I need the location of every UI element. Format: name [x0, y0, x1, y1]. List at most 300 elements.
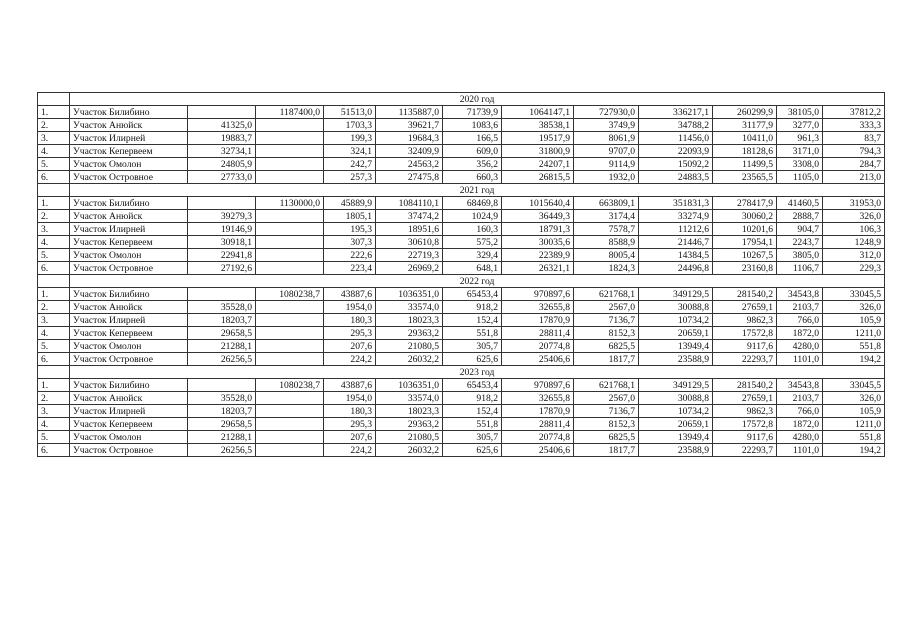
value-cell: 18203,7 — [188, 405, 256, 418]
value-cell: 29658,5 — [188, 418, 256, 431]
year-row-blank-cell — [38, 184, 70, 197]
row-number: 2. — [38, 119, 70, 132]
value-cell: 1064147,1 — [502, 106, 574, 119]
value-cell: 26321,1 — [502, 262, 574, 275]
value-cell: 18128,6 — [713, 145, 777, 158]
value-cell: 24805,9 — [188, 158, 256, 171]
value-cell: 180,3 — [324, 314, 376, 327]
site-name: Участок Билибино — [70, 379, 188, 392]
value-cell: 31953,0 — [823, 197, 885, 210]
value-cell: 32409,9 — [376, 145, 443, 158]
value-cell: 336217,1 — [639, 106, 713, 119]
row-number: 5. — [38, 340, 70, 353]
value-cell: 21446,7 — [639, 236, 713, 249]
value-cell: 9707,0 — [574, 145, 639, 158]
value-cell: 17870,9 — [502, 314, 574, 327]
value-cell: 1211,0 — [823, 327, 885, 340]
value-cell: 660,3 — [443, 171, 502, 184]
value-cell: 24496,8 — [639, 262, 713, 275]
data-table — [37, 92, 885, 457]
value-cell: 2103,7 — [777, 392, 823, 405]
site-name: Участок Илирней — [70, 405, 188, 418]
value-cell: 33045,5 — [823, 379, 885, 392]
value-cell: 15092,2 — [639, 158, 713, 171]
value-cell: 1101,0 — [777, 353, 823, 366]
value-cell: 1954,0 — [324, 301, 376, 314]
value-cell: 1036351,0 — [376, 379, 443, 392]
value-cell: 152,4 — [443, 405, 502, 418]
value-cell: 32655,8 — [502, 392, 574, 405]
value-cell: 1703,3 — [324, 119, 376, 132]
value-cell: 551,8 — [823, 431, 885, 444]
value-cell — [256, 405, 324, 418]
value-cell: 41325,0 — [188, 119, 256, 132]
value-cell: 28811,4 — [502, 418, 574, 431]
value-cell — [256, 262, 324, 275]
value-cell: 22293,7 — [713, 353, 777, 366]
value-cell: 918,2 — [443, 392, 502, 405]
value-cell: 28811,4 — [502, 327, 574, 340]
value-cell: 3174,4 — [574, 210, 639, 223]
value-cell: 24207,1 — [502, 158, 574, 171]
value-cell: 17572,8 — [713, 327, 777, 340]
value-cell — [256, 314, 324, 327]
value-cell — [188, 288, 256, 301]
year-label: 2023 год — [70, 366, 885, 379]
row-number: 1. — [38, 379, 70, 392]
value-cell: 9862,3 — [713, 405, 777, 418]
value-cell: 30060,2 — [713, 210, 777, 223]
value-cell: 13949,4 — [639, 431, 713, 444]
site-name: Участок Омолон — [70, 431, 188, 444]
value-cell: 166,5 — [443, 132, 502, 145]
row-number: 4. — [38, 145, 70, 158]
table-row — [38, 431, 885, 444]
value-cell: 68469,8 — [443, 197, 502, 210]
value-cell: 106,3 — [823, 223, 885, 236]
value-cell: 26032,2 — [376, 444, 443, 457]
year-header-row — [38, 184, 885, 197]
value-cell: 19883,7 — [188, 132, 256, 145]
value-cell — [256, 431, 324, 444]
row-number: 4. — [38, 327, 70, 340]
value-cell — [256, 340, 324, 353]
site-name: Участок Омолон — [70, 340, 188, 353]
value-cell: 30035,6 — [502, 236, 574, 249]
value-cell: 30610,8 — [376, 236, 443, 249]
value-cell: 11456,0 — [639, 132, 713, 145]
value-cell: 7136,7 — [574, 314, 639, 327]
table-row — [38, 158, 885, 171]
value-cell: 25406,6 — [502, 353, 574, 366]
site-name: Участок Островное — [70, 353, 188, 366]
value-cell: 2243,7 — [777, 236, 823, 249]
value-cell: 19517,9 — [502, 132, 574, 145]
value-cell: 10734,2 — [639, 405, 713, 418]
value-cell: 27659,1 — [713, 392, 777, 405]
value-cell — [188, 197, 256, 210]
value-cell: 199,3 — [324, 132, 376, 145]
value-cell: 34788,2 — [639, 119, 713, 132]
value-cell: 625,6 — [443, 444, 502, 457]
value-cell: 295,3 — [324, 418, 376, 431]
table-row — [38, 405, 885, 418]
row-number: 5. — [38, 249, 70, 262]
value-cell: 32655,8 — [502, 301, 574, 314]
site-name: Участок Анюйск — [70, 392, 188, 405]
value-cell: 326,0 — [823, 392, 885, 405]
value-cell: 1130000,0 — [256, 197, 324, 210]
value-cell: 727930,0 — [574, 106, 639, 119]
value-cell: 349129,5 — [639, 288, 713, 301]
value-cell — [256, 327, 324, 340]
row-number: 1. — [38, 197, 70, 210]
value-cell: 22293,7 — [713, 444, 777, 457]
value-cell — [256, 223, 324, 236]
row-number: 4. — [38, 236, 70, 249]
value-cell: 105,9 — [823, 314, 885, 327]
value-cell: 194,2 — [823, 353, 885, 366]
site-name: Участок Островное — [70, 171, 188, 184]
site-name: Участок Илирней — [70, 314, 188, 327]
value-cell: 21288,1 — [188, 340, 256, 353]
table-row — [38, 379, 885, 392]
value-cell: 18203,7 — [188, 314, 256, 327]
site-name: Участок Билибино — [70, 197, 188, 210]
value-cell — [256, 301, 324, 314]
table-row — [38, 353, 885, 366]
value-cell: 31177,9 — [713, 119, 777, 132]
value-cell: 24563,2 — [376, 158, 443, 171]
value-cell: 30918,1 — [188, 236, 256, 249]
value-cell: 9117,6 — [713, 340, 777, 353]
value-cell: 8152,3 — [574, 327, 639, 340]
value-cell: 33274,9 — [639, 210, 713, 223]
table-row — [38, 106, 885, 119]
value-cell: 51513,0 — [324, 106, 376, 119]
value-cell: 1954,0 — [324, 392, 376, 405]
value-cell: 609,0 — [443, 145, 502, 158]
value-cell: 11212,6 — [639, 223, 713, 236]
value-cell: 242,7 — [324, 158, 376, 171]
table-row — [38, 236, 885, 249]
value-cell: 1084110,1 — [376, 197, 443, 210]
value-cell: 19684,3 — [376, 132, 443, 145]
value-cell: 1932,0 — [574, 171, 639, 184]
value-cell: 551,8 — [443, 418, 502, 431]
row-number: 6. — [38, 262, 70, 275]
value-cell: 3171,0 — [777, 145, 823, 158]
value-cell: 34543,8 — [777, 288, 823, 301]
value-cell: 38105,0 — [777, 106, 823, 119]
value-cell: 27659,1 — [713, 301, 777, 314]
value-cell: 2567,0 — [574, 392, 639, 405]
table-row — [38, 392, 885, 405]
table-row — [38, 418, 885, 431]
year-row-blank-cell — [38, 93, 70, 106]
value-cell: 24883,5 — [639, 171, 713, 184]
value-cell: 7136,7 — [574, 405, 639, 418]
value-cell: 31800,9 — [502, 145, 574, 158]
value-cell: 23588,9 — [639, 444, 713, 457]
value-cell: 1101,0 — [777, 444, 823, 457]
value-cell: 29658,5 — [188, 327, 256, 340]
year-label: 2022 год — [70, 275, 885, 288]
value-cell: 1083,6 — [443, 119, 502, 132]
value-cell: 14384,5 — [639, 249, 713, 262]
value-cell: 27733,0 — [188, 171, 256, 184]
value-cell: 281540,2 — [713, 288, 777, 301]
value-cell: 575,2 — [443, 236, 502, 249]
value-cell: 663809,1 — [574, 197, 639, 210]
value-cell — [188, 106, 256, 119]
value-cell: 224,2 — [324, 444, 376, 457]
value-cell: 17954,1 — [713, 236, 777, 249]
site-name: Участок Кепервеем — [70, 418, 188, 431]
value-cell: 65453,4 — [443, 288, 502, 301]
value-cell: 20659,1 — [639, 418, 713, 431]
value-cell: 278417,9 — [713, 197, 777, 210]
value-cell: 26815,5 — [502, 171, 574, 184]
value-cell: 1105,0 — [777, 171, 823, 184]
value-cell: 26256,5 — [188, 353, 256, 366]
value-cell: 20774,8 — [502, 340, 574, 353]
value-cell: 324,1 — [324, 145, 376, 158]
site-name: Участок Илирней — [70, 132, 188, 145]
year-row-blank-cell — [38, 366, 70, 379]
value-cell: 20659,1 — [639, 327, 713, 340]
value-cell: 21288,1 — [188, 431, 256, 444]
value-cell: 904,7 — [777, 223, 823, 236]
value-cell — [256, 236, 324, 249]
value-cell — [256, 249, 324, 262]
row-number: 5. — [38, 158, 70, 171]
value-cell: 23565,5 — [713, 171, 777, 184]
year-label: 2021 год — [70, 184, 885, 197]
year-label: 2020 год — [70, 93, 885, 106]
value-cell: 11499,5 — [713, 158, 777, 171]
table-row — [38, 145, 885, 158]
value-cell: 329,4 — [443, 249, 502, 262]
value-cell: 18023,3 — [376, 405, 443, 418]
value-cell: 1080238,7 — [256, 379, 324, 392]
table-row — [38, 340, 885, 353]
year-header-row — [38, 275, 885, 288]
value-cell: 37812,2 — [823, 106, 885, 119]
value-cell: 33574,0 — [376, 301, 443, 314]
value-cell: 1015640,4 — [502, 197, 574, 210]
value-cell: 295,3 — [324, 327, 376, 340]
value-cell: 22389,9 — [502, 249, 574, 262]
value-cell: 621768,1 — [574, 379, 639, 392]
value-cell: 3749,9 — [574, 119, 639, 132]
value-cell: 351831,3 — [639, 197, 713, 210]
value-cell: 43887,6 — [324, 379, 376, 392]
value-cell: 223,4 — [324, 262, 376, 275]
value-cell: 23588,9 — [639, 353, 713, 366]
site-name: Участок Кепервеем — [70, 145, 188, 158]
value-cell — [256, 158, 324, 171]
value-cell: 1248,9 — [823, 236, 885, 249]
value-cell: 312,0 — [823, 249, 885, 262]
value-cell: 17572,8 — [713, 418, 777, 431]
table-row — [38, 314, 885, 327]
value-cell: 8005,4 — [574, 249, 639, 262]
value-cell: 6825,5 — [574, 431, 639, 444]
value-cell: 9862,3 — [713, 314, 777, 327]
value-cell: 18951,6 — [376, 223, 443, 236]
value-cell: 83,7 — [823, 132, 885, 145]
value-cell: 1872,0 — [777, 418, 823, 431]
year-row-blank-cell — [38, 275, 70, 288]
site-name: Участок Омолон — [70, 249, 188, 262]
value-cell: 13949,4 — [639, 340, 713, 353]
row-number: 4. — [38, 418, 70, 431]
row-number: 6. — [38, 353, 70, 366]
value-cell — [256, 119, 324, 132]
value-cell: 1080238,7 — [256, 288, 324, 301]
value-cell: 37474,2 — [376, 210, 443, 223]
value-cell — [256, 210, 324, 223]
value-cell: 194,2 — [823, 444, 885, 457]
value-cell — [256, 145, 324, 158]
value-cell: 65453,4 — [443, 379, 502, 392]
table-row — [38, 132, 885, 145]
site-name: Участок Анюйск — [70, 119, 188, 132]
value-cell: 8061,9 — [574, 132, 639, 145]
row-number: 1. — [38, 106, 70, 119]
value-cell: 794,3 — [823, 145, 885, 158]
value-cell: 4280,0 — [777, 340, 823, 353]
value-cell: 38538,1 — [502, 119, 574, 132]
value-cell: 105,9 — [823, 405, 885, 418]
value-cell: 10201,6 — [713, 223, 777, 236]
value-cell: 766,0 — [777, 405, 823, 418]
value-cell: 1817,7 — [574, 353, 639, 366]
value-cell: 284,7 — [823, 158, 885, 171]
value-cell: 33045,5 — [823, 288, 885, 301]
value-cell: 71739,9 — [443, 106, 502, 119]
table-body — [38, 93, 885, 457]
value-cell: 35528,0 — [188, 392, 256, 405]
row-number: 2. — [38, 210, 70, 223]
value-cell: 32734,1 — [188, 145, 256, 158]
row-number: 6. — [38, 171, 70, 184]
value-cell: 970897,6 — [502, 379, 574, 392]
value-cell: 29363,2 — [376, 418, 443, 431]
value-cell: 180,3 — [324, 405, 376, 418]
value-cell: 7578,7 — [574, 223, 639, 236]
table-row — [38, 444, 885, 457]
value-cell: 33574,0 — [376, 392, 443, 405]
value-cell: 17870,9 — [502, 405, 574, 418]
value-cell: 349129,5 — [639, 379, 713, 392]
value-cell: 36449,3 — [502, 210, 574, 223]
site-name: Участок Кепервеем — [70, 236, 188, 249]
value-cell: 26256,5 — [188, 444, 256, 457]
value-cell: 1817,7 — [574, 444, 639, 457]
value-cell: 35528,0 — [188, 301, 256, 314]
value-cell: 621768,1 — [574, 288, 639, 301]
table-row — [38, 327, 885, 340]
value-cell: 27475,8 — [376, 171, 443, 184]
value-cell — [256, 171, 324, 184]
value-cell: 2888,7 — [777, 210, 823, 223]
value-cell: 10734,2 — [639, 314, 713, 327]
row-number: 3. — [38, 314, 70, 327]
value-cell: 333,3 — [823, 119, 885, 132]
value-cell — [188, 379, 256, 392]
value-cell: 1824,3 — [574, 262, 639, 275]
value-cell — [256, 444, 324, 457]
site-name: Участок Билибино — [70, 288, 188, 301]
value-cell: 23160,8 — [713, 262, 777, 275]
value-cell: 22941,8 — [188, 249, 256, 262]
row-number: 2. — [38, 301, 70, 314]
table-row — [38, 301, 885, 314]
site-name: Участок Островное — [70, 262, 188, 275]
value-cell: 4280,0 — [777, 431, 823, 444]
row-number: 3. — [38, 223, 70, 236]
value-cell: 8152,3 — [574, 418, 639, 431]
value-cell: 2567,0 — [574, 301, 639, 314]
value-cell: 356,2 — [443, 158, 502, 171]
table-row — [38, 197, 885, 210]
value-cell: 152,4 — [443, 314, 502, 327]
value-cell: 1872,0 — [777, 327, 823, 340]
site-name: Участок Илирней — [70, 223, 188, 236]
value-cell: 39279,3 — [188, 210, 256, 223]
value-cell: 6825,5 — [574, 340, 639, 353]
value-cell: 1106,7 — [777, 262, 823, 275]
value-cell: 27192,6 — [188, 262, 256, 275]
value-cell: 222,6 — [324, 249, 376, 262]
value-cell: 326,0 — [823, 210, 885, 223]
value-cell: 970897,6 — [502, 288, 574, 301]
value-cell: 29363,2 — [376, 327, 443, 340]
value-cell: 207,6 — [324, 340, 376, 353]
value-cell: 1211,0 — [823, 418, 885, 431]
value-cell: 918,2 — [443, 301, 502, 314]
row-number: 3. — [38, 405, 70, 418]
value-cell: 961,3 — [777, 132, 823, 145]
site-name: Участок Островное — [70, 444, 188, 457]
value-cell: 30088,8 — [639, 392, 713, 405]
value-cell — [256, 132, 324, 145]
value-cell: 34543,8 — [777, 379, 823, 392]
value-cell: 22093,9 — [639, 145, 713, 158]
value-cell: 1187400,0 — [256, 106, 324, 119]
value-cell: 10267,5 — [713, 249, 777, 262]
value-cell: 766,0 — [777, 314, 823, 327]
value-cell: 260299,9 — [713, 106, 777, 119]
value-cell: 21080,5 — [376, 340, 443, 353]
value-cell: 9114,9 — [574, 158, 639, 171]
value-cell: 25406,6 — [502, 444, 574, 457]
year-header-row — [38, 366, 885, 379]
site-name: Участок Билибино — [70, 106, 188, 119]
site-name: Участок Кепервеем — [70, 327, 188, 340]
row-number: 2. — [38, 392, 70, 405]
row-number: 6. — [38, 444, 70, 457]
value-cell: 1036351,0 — [376, 288, 443, 301]
value-cell: 1024,9 — [443, 210, 502, 223]
value-cell: 3277,0 — [777, 119, 823, 132]
value-cell: 39621,7 — [376, 119, 443, 132]
value-cell: 43887,6 — [324, 288, 376, 301]
value-cell: 18023,3 — [376, 314, 443, 327]
table-row — [38, 210, 885, 223]
